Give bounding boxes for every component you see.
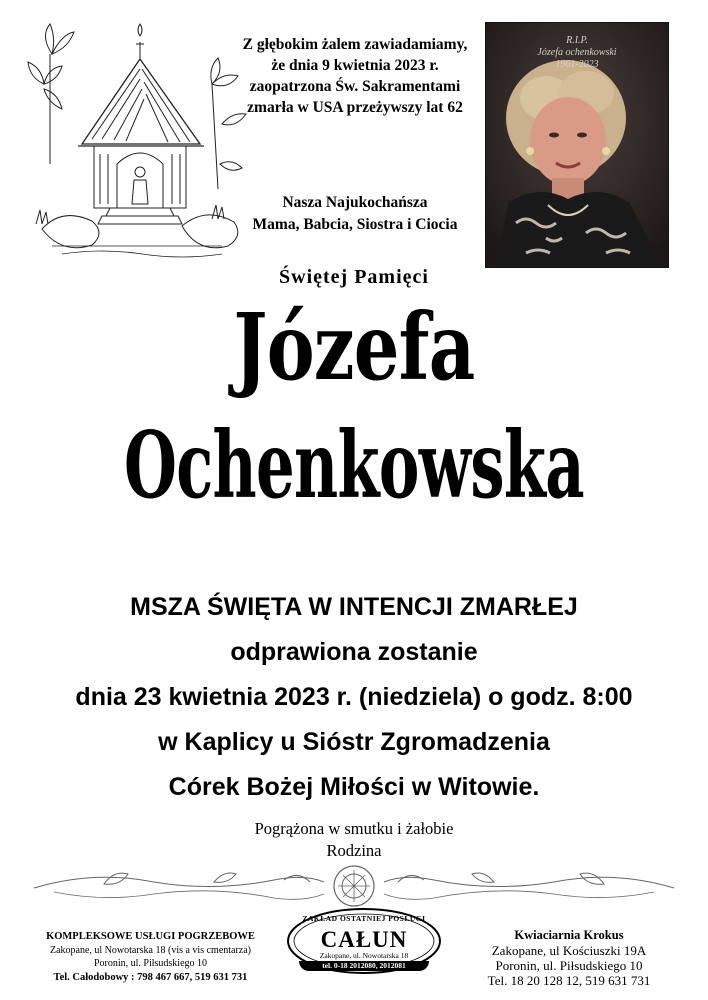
funeral-service-address: Poronin, ul. Piłsudskiego 10 bbox=[93, 958, 208, 969]
funeral-service-info bbox=[8, 930, 293, 984]
seal-top-text: ZAKŁAD OSTATNIEJ POSŁUGI bbox=[302, 914, 426, 923]
mass-information bbox=[0, 585, 708, 810]
seal-address: Zakopane, ul. Nowotarska 18 bbox=[319, 951, 409, 960]
caption-line: Józefa ochenkowski bbox=[537, 47, 617, 58]
mass-line: dnia 23 kwietnia 2023 r. (niedziela) o godz. 8:00 bbox=[75, 683, 633, 711]
family-relation bbox=[230, 192, 480, 236]
seal-name: CAŁUN bbox=[320, 927, 408, 952]
mass-line: odprawiona zostanie bbox=[230, 638, 478, 666]
chapel-sketch-icon bbox=[22, 14, 252, 259]
caption-line: 1961-2023 bbox=[555, 59, 599, 70]
florist-address: Zakopane, ul Kościuszki 19A bbox=[491, 943, 647, 958]
announcement-line: zmarła w USA przeżywszy lat 62 bbox=[247, 99, 463, 116]
memory-label: Świętej Pamięci bbox=[279, 266, 429, 288]
mass-line: MSZA ŚWIĘTA W INTENCJI ZMARŁEJ bbox=[130, 593, 578, 621]
florist-name: Kwiaciarnia Krokus bbox=[514, 928, 624, 942]
relation-line: Mama, Babcia, Siostra i Ciocia bbox=[252, 216, 458, 233]
announcement-line: że dnia 9 kwietnia 2023 r. bbox=[271, 57, 439, 74]
florist-phone: Tel. 18 20 128 12, 519 631 731 bbox=[487, 973, 651, 988]
mourners-signature: Rodzina bbox=[326, 841, 382, 860]
announcement-line: zaopatrzona Św. Sakramentami bbox=[249, 78, 461, 95]
seal-phone: tel. 0-18 2012080, 2012081 bbox=[299, 961, 429, 971]
mass-line: w Kaplicy u Sióstr Zgromadzenia bbox=[158, 728, 550, 756]
death-announcement bbox=[230, 34, 480, 118]
announcement-line: Z głębokim żalem zawiadamiamy, bbox=[242, 36, 468, 53]
funeral-service-address: Zakopane, ul Nowotarska 18 (vis a vis cmentarza) bbox=[49, 944, 252, 956]
funeral-service-phone: Tel. Całodobowy : 798 467 667, 519 631 731 bbox=[53, 971, 248, 983]
deceased-first-name: Józefa bbox=[233, 293, 475, 401]
calun-seal bbox=[285, 905, 443, 975]
funeral-service-title: KOMPLEKSOWE USŁUGI POGRZEBOWE bbox=[46, 931, 255, 942]
caption-line: R.I.P. bbox=[566, 35, 588, 46]
florist-address: Poronin, ul. Piłsudskiego 10 bbox=[495, 958, 643, 973]
photo-caption bbox=[486, 35, 668, 71]
florist-info bbox=[445, 928, 693, 988]
mourners-line: Pogrążona w smutku i żałobie bbox=[254, 819, 454, 838]
deceased-last-name: Ochenkowska bbox=[124, 411, 584, 519]
portrait-photo bbox=[485, 22, 669, 268]
relation-line: Nasza Najukochańsza bbox=[282, 194, 428, 211]
mass-line: Córek Bożej Miłości w Witowie. bbox=[168, 773, 540, 801]
